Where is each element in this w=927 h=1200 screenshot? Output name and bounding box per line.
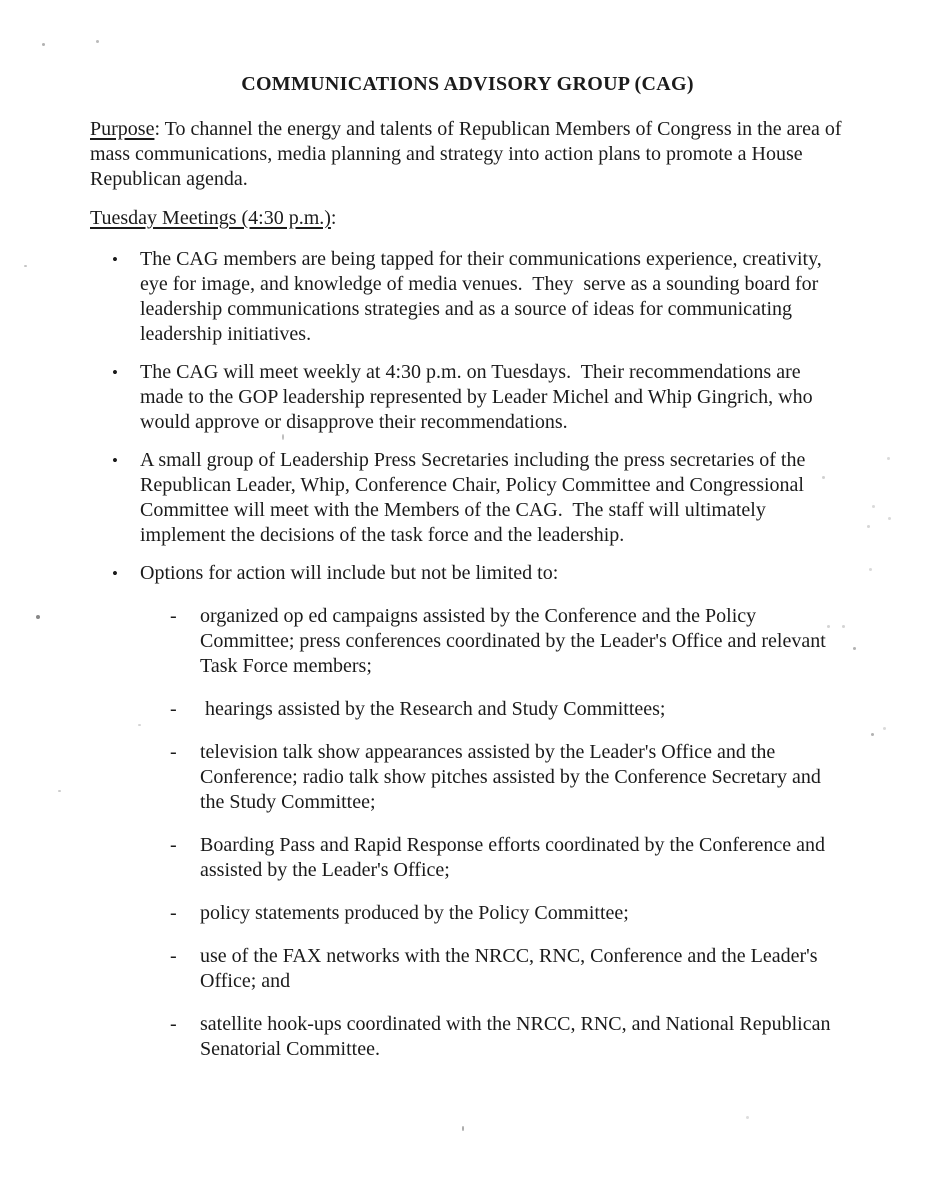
- option-item: [170, 944, 845, 994]
- dash-icon: -: [170, 902, 177, 924]
- scan-speck: [842, 625, 845, 628]
- bullet-icon: •: [112, 564, 118, 583]
- bullet-text: Options for action will include but not be limited to:: [140, 562, 559, 584]
- option-text: organized op ed campaigns assisted by the Conference and the Policy Committee; press conferences coordinated by the Leader's Office and relevant Task Force members;: [200, 605, 831, 677]
- bullet-icon: •: [112, 363, 118, 382]
- option-item: [170, 1012, 845, 1062]
- scan-speck: [887, 457, 890, 460]
- dash-icon: -: [170, 945, 177, 967]
- purpose-paragraph: [90, 117, 845, 192]
- meetings-heading-colon: :: [330, 207, 337, 229]
- option-item: [170, 697, 845, 722]
- bullet-item: [112, 247, 845, 347]
- dash-icon: -: [170, 1013, 177, 1035]
- option-text: use of the FAX networks with the NRCC, RNC, Conference and the Leader's Office; and: [200, 945, 823, 992]
- scan-speck: [853, 647, 856, 650]
- options-list: [90, 604, 845, 1062]
- scan-speck: [867, 525, 870, 528]
- bullet-text: The CAG will meet weekly at 4:30 p.m. on Tuesdays. Their recommendations are made to the GOP leadership represented by Leader Michel and Whip Gingrich, who would approve or disapprove their recommendations.: [140, 361, 818, 433]
- bullet-item: [112, 561, 845, 586]
- scan-speck: [96, 40, 99, 43]
- option-item: [170, 901, 845, 926]
- scan-speck: [872, 505, 875, 508]
- scan-speck: [746, 1116, 749, 1119]
- scan-speck: [24, 265, 27, 267]
- bullet-text: The CAG members are being tapped for their communications experience, creativity, eye for image, and knowledge of media venues. They serve as a sounding board for leadership communications strategies and as a source of ideas for communicating leadership initiatives.: [140, 248, 827, 345]
- meetings-heading: [90, 206, 845, 231]
- option-text: policy statements produced by the Policy Committee;: [200, 902, 629, 924]
- option-item: [170, 604, 845, 679]
- dash-icon: -: [170, 698, 177, 720]
- dash-icon: -: [170, 605, 177, 627]
- option-text: television talk show appearances assisted by the Leader's Office and the Conference; radio talk show pitches assisted by the Conference Secretary and the Study Committee;: [200, 741, 826, 813]
- scan-speck: [42, 43, 45, 46]
- scan-speck: [822, 476, 825, 479]
- purpose-text: : To channel the energy and talents of Republican Members of Congress in the area of mass communications, media planning and strategy into action plans to promote a House Republican agenda.: [90, 118, 847, 190]
- purpose-label: Purpose: [90, 118, 155, 140]
- meetings-heading-text: Tuesday Meetings (4:30 p.m.): [90, 207, 331, 229]
- scan-speck: [883, 727, 886, 730]
- scan-speck: [282, 434, 284, 440]
- scan-speck: [462, 1126, 464, 1131]
- bullet-text: A small group of Leadership Press Secretaries including the press secretaries of the Republican Leader, Whip, Conference Chair, Policy Committee and Congressional Committee will meet with the Members of the CAG. The staff will ultimately implement the decisions of the task force and the leadership.: [140, 449, 811, 546]
- dash-icon: -: [170, 741, 177, 763]
- bullet-icon: •: [112, 250, 118, 269]
- page-title: COMMUNICATIONS ADVISORY GROUP (CAG): [241, 73, 694, 95]
- option-text: Boarding Pass and Rapid Response efforts coordinated by the Conference and assisted by the Leader's Office;: [200, 834, 831, 881]
- scan-speck: [888, 517, 891, 520]
- scan-speck: [827, 625, 830, 628]
- scan-speck: [869, 568, 872, 571]
- bullet-item: [112, 448, 845, 548]
- bullet-item: [112, 360, 845, 435]
- scan-speck: [58, 790, 61, 792]
- scan-speck: [138, 724, 141, 726]
- scan-speck: [36, 615, 40, 619]
- option-text: satellite hook-ups coordinated with the NRCC, RNC, and National Republican Senatorial Committee.: [200, 1013, 836, 1060]
- option-text: hearings assisted by the Research and Study Committees;: [200, 698, 666, 720]
- scan-speck: [871, 733, 874, 736]
- bullet-icon: •: [112, 451, 118, 470]
- option-item: [170, 833, 845, 883]
- dash-icon: -: [170, 834, 177, 856]
- option-item: [170, 740, 845, 815]
